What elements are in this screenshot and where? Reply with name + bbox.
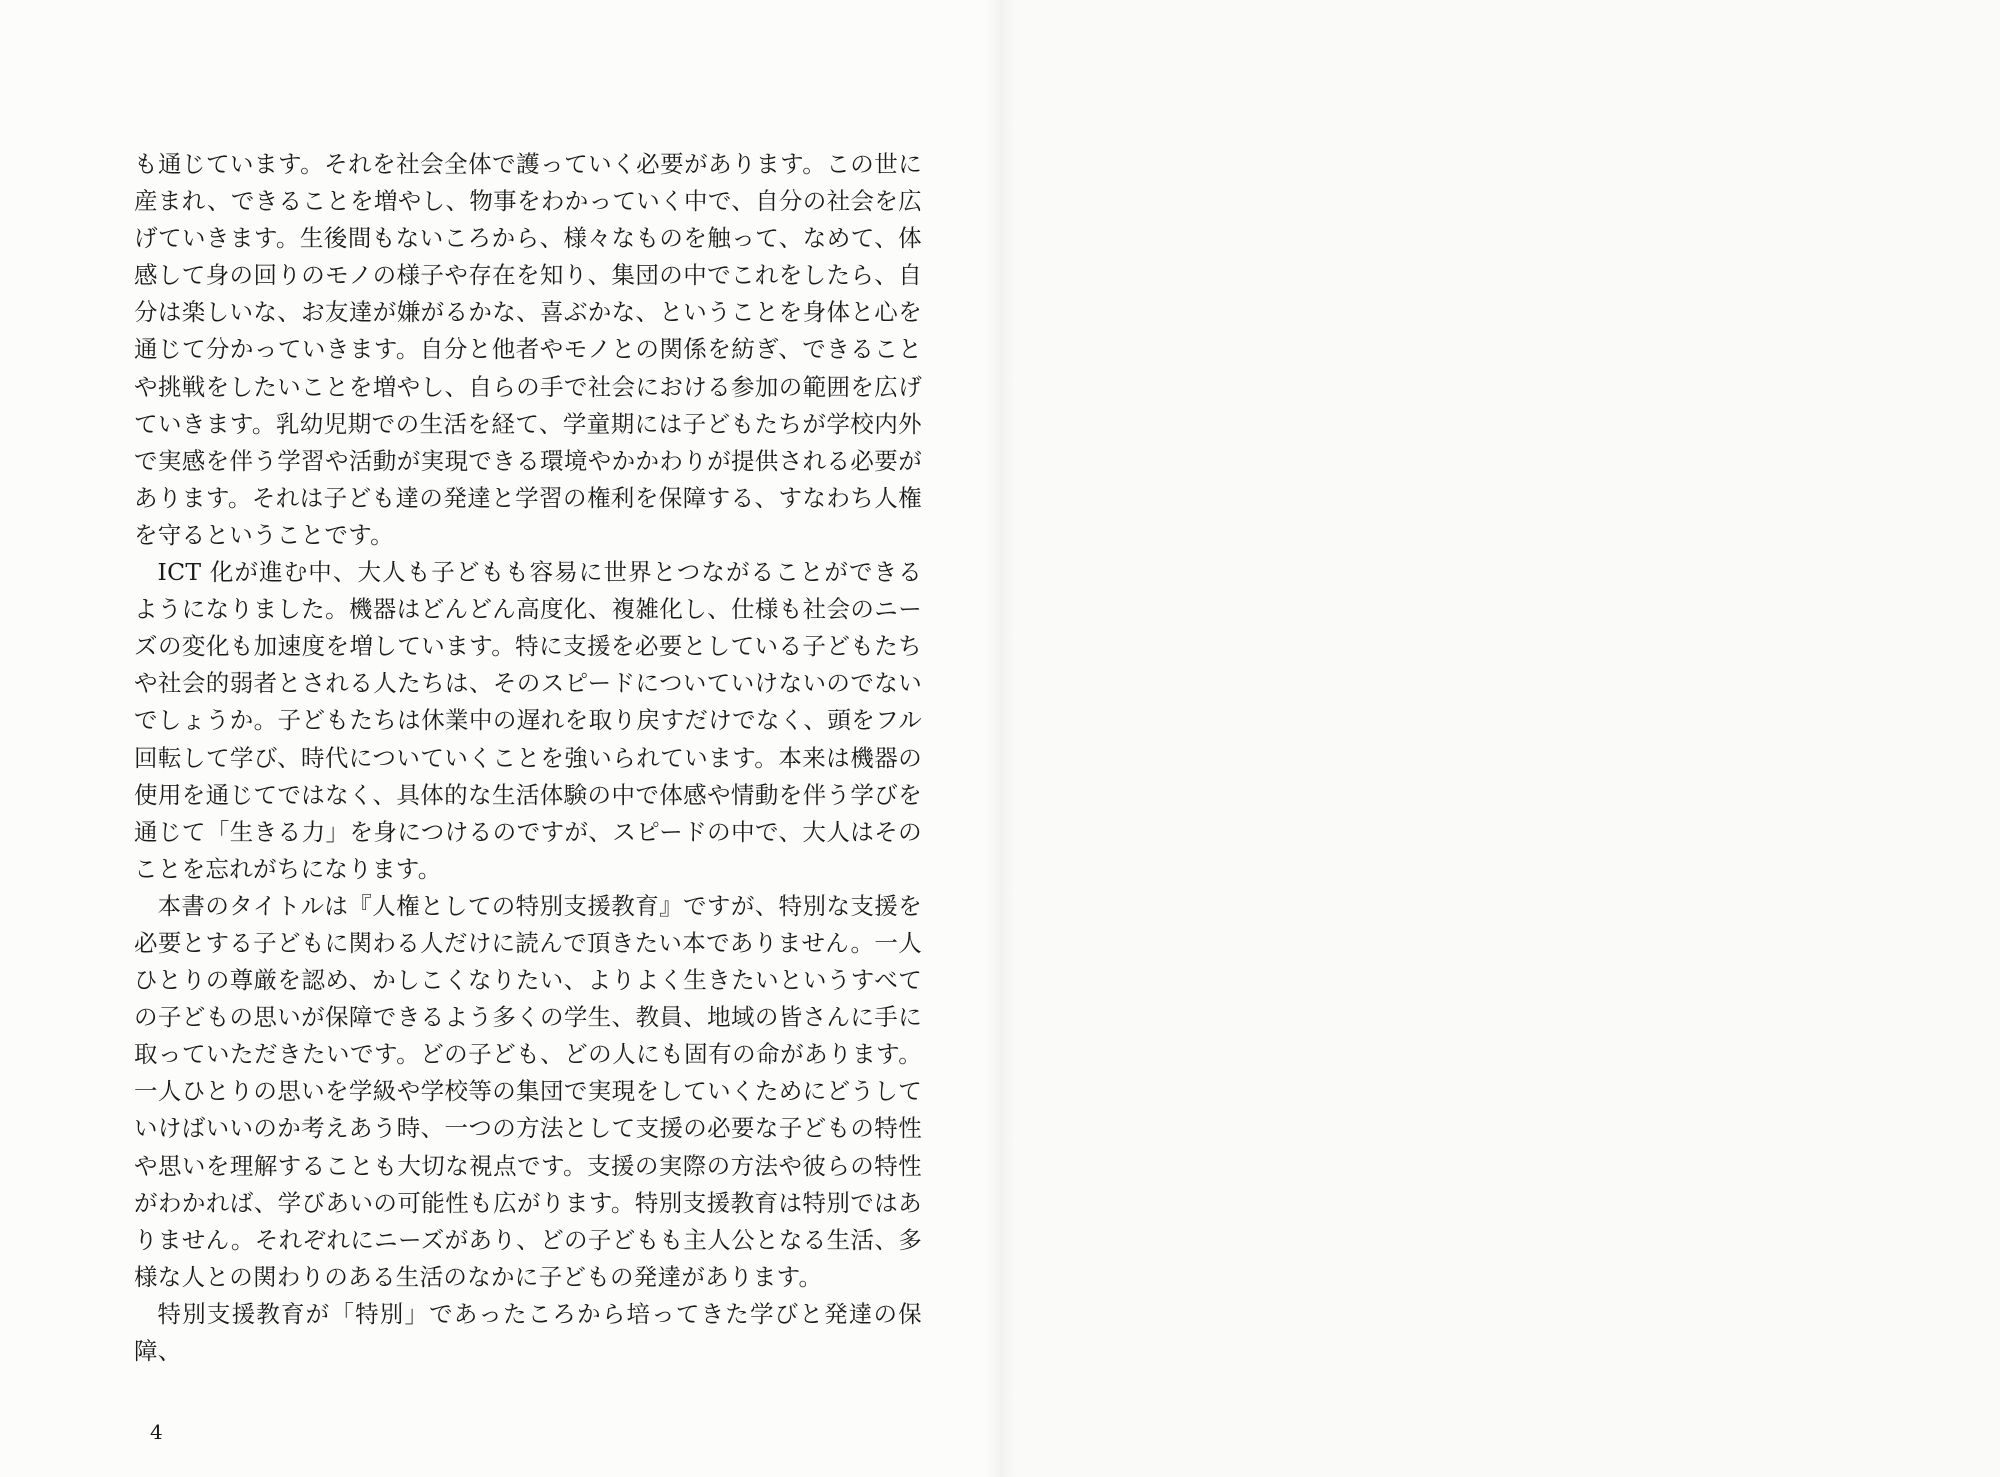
paragraph: 本書のタイトルは『人権としての特別支援教育』ですが、特別な支援を必要とする子どもに関わる人だけに読んで頂きたい本でありません。一人ひとりの尊厳を認め、かしこくなりたい、よりよく生きたいというすべての子どもの思いが保障できるよう多くの学生、教員、地域の皆さんに手に取っていただきたいです。どの子ども、どの人にも固有の命があります。一人ひとりの思いを学級や学校等の集団で実現をしていくためにどうしていけばいいのか考えあう時、一つの方法として支援の必要な子どもの特性や思いを理解することも大切な視点です。支援の実際の方法や彼らの特性がわかれば、学びあいの可能性も広がります。特別支援教育は特別ではありません。それぞれにニーズがあり、どの子どもも主人公となる生活、多様な人との関わりのある生活のなかに子どもの発達があります。 (134, 891, 922, 1291)
right-page (1000, 0, 2000, 1477)
paragraph: も通じています。それを社会全体で護っていく必要があります。この世に産まれ、できることを増やし、物事をわかっていく中で、自分の社会を広げていきます。生後間もないころから、様々なものを触って、なめて、体感して身の回りのモノの様子や存在を知り、集団の中でこれをしたら、自分は楽しいな、お友達が嫌がるかな、喜ぶかな、ということを身体と心を通じて分かっていきます。自分と他者やモノとの関係を紡ぎ、できることや挑戦をしたいことを増やし、自らの手で社会における参加の範囲を広げていきます。乳幼児期での生活を経て、学童期には子どもたちが学校内外で実感を伴う学習や活動が実現できる環境やかかわりが提供される必要があります。それは子ども達の発達と学習の権利を保障する、すなわち人権を守るということです。 (134, 150, 922, 549)
book-gutter (985, 0, 1015, 1477)
paragraph: ICT 化が進む中、大人も子どもも容易に世界とつながることができるようになりました。機器はどんどん高度化、複雑化し、仕様も社会のニーズの変化も加速度を増しています。特に支援を必要としている子どもたちや社会的弱者とされる人たちは、そのスピードについていけないのでないでしょうか。子どもたちは休業中の遅れを取り戻すだけでなく、頭をフル回転して学び、時代についていくことを強いられています。本来は機器の使用を通じてではなく、具体的な生活体験の中で体感や情動を伴う学びを通じて「生きる力」を身につけるのですが、スピードの中で、大人はそのことを忘れがちになります。 (134, 558, 922, 883)
paragraph: 特別支援教育が「特別」であったころから培ってきた学びと発達の保障、 (134, 1299, 922, 1365)
left-page-body (134, 146, 922, 1370)
page-number-left: 4 (150, 1420, 163, 1444)
